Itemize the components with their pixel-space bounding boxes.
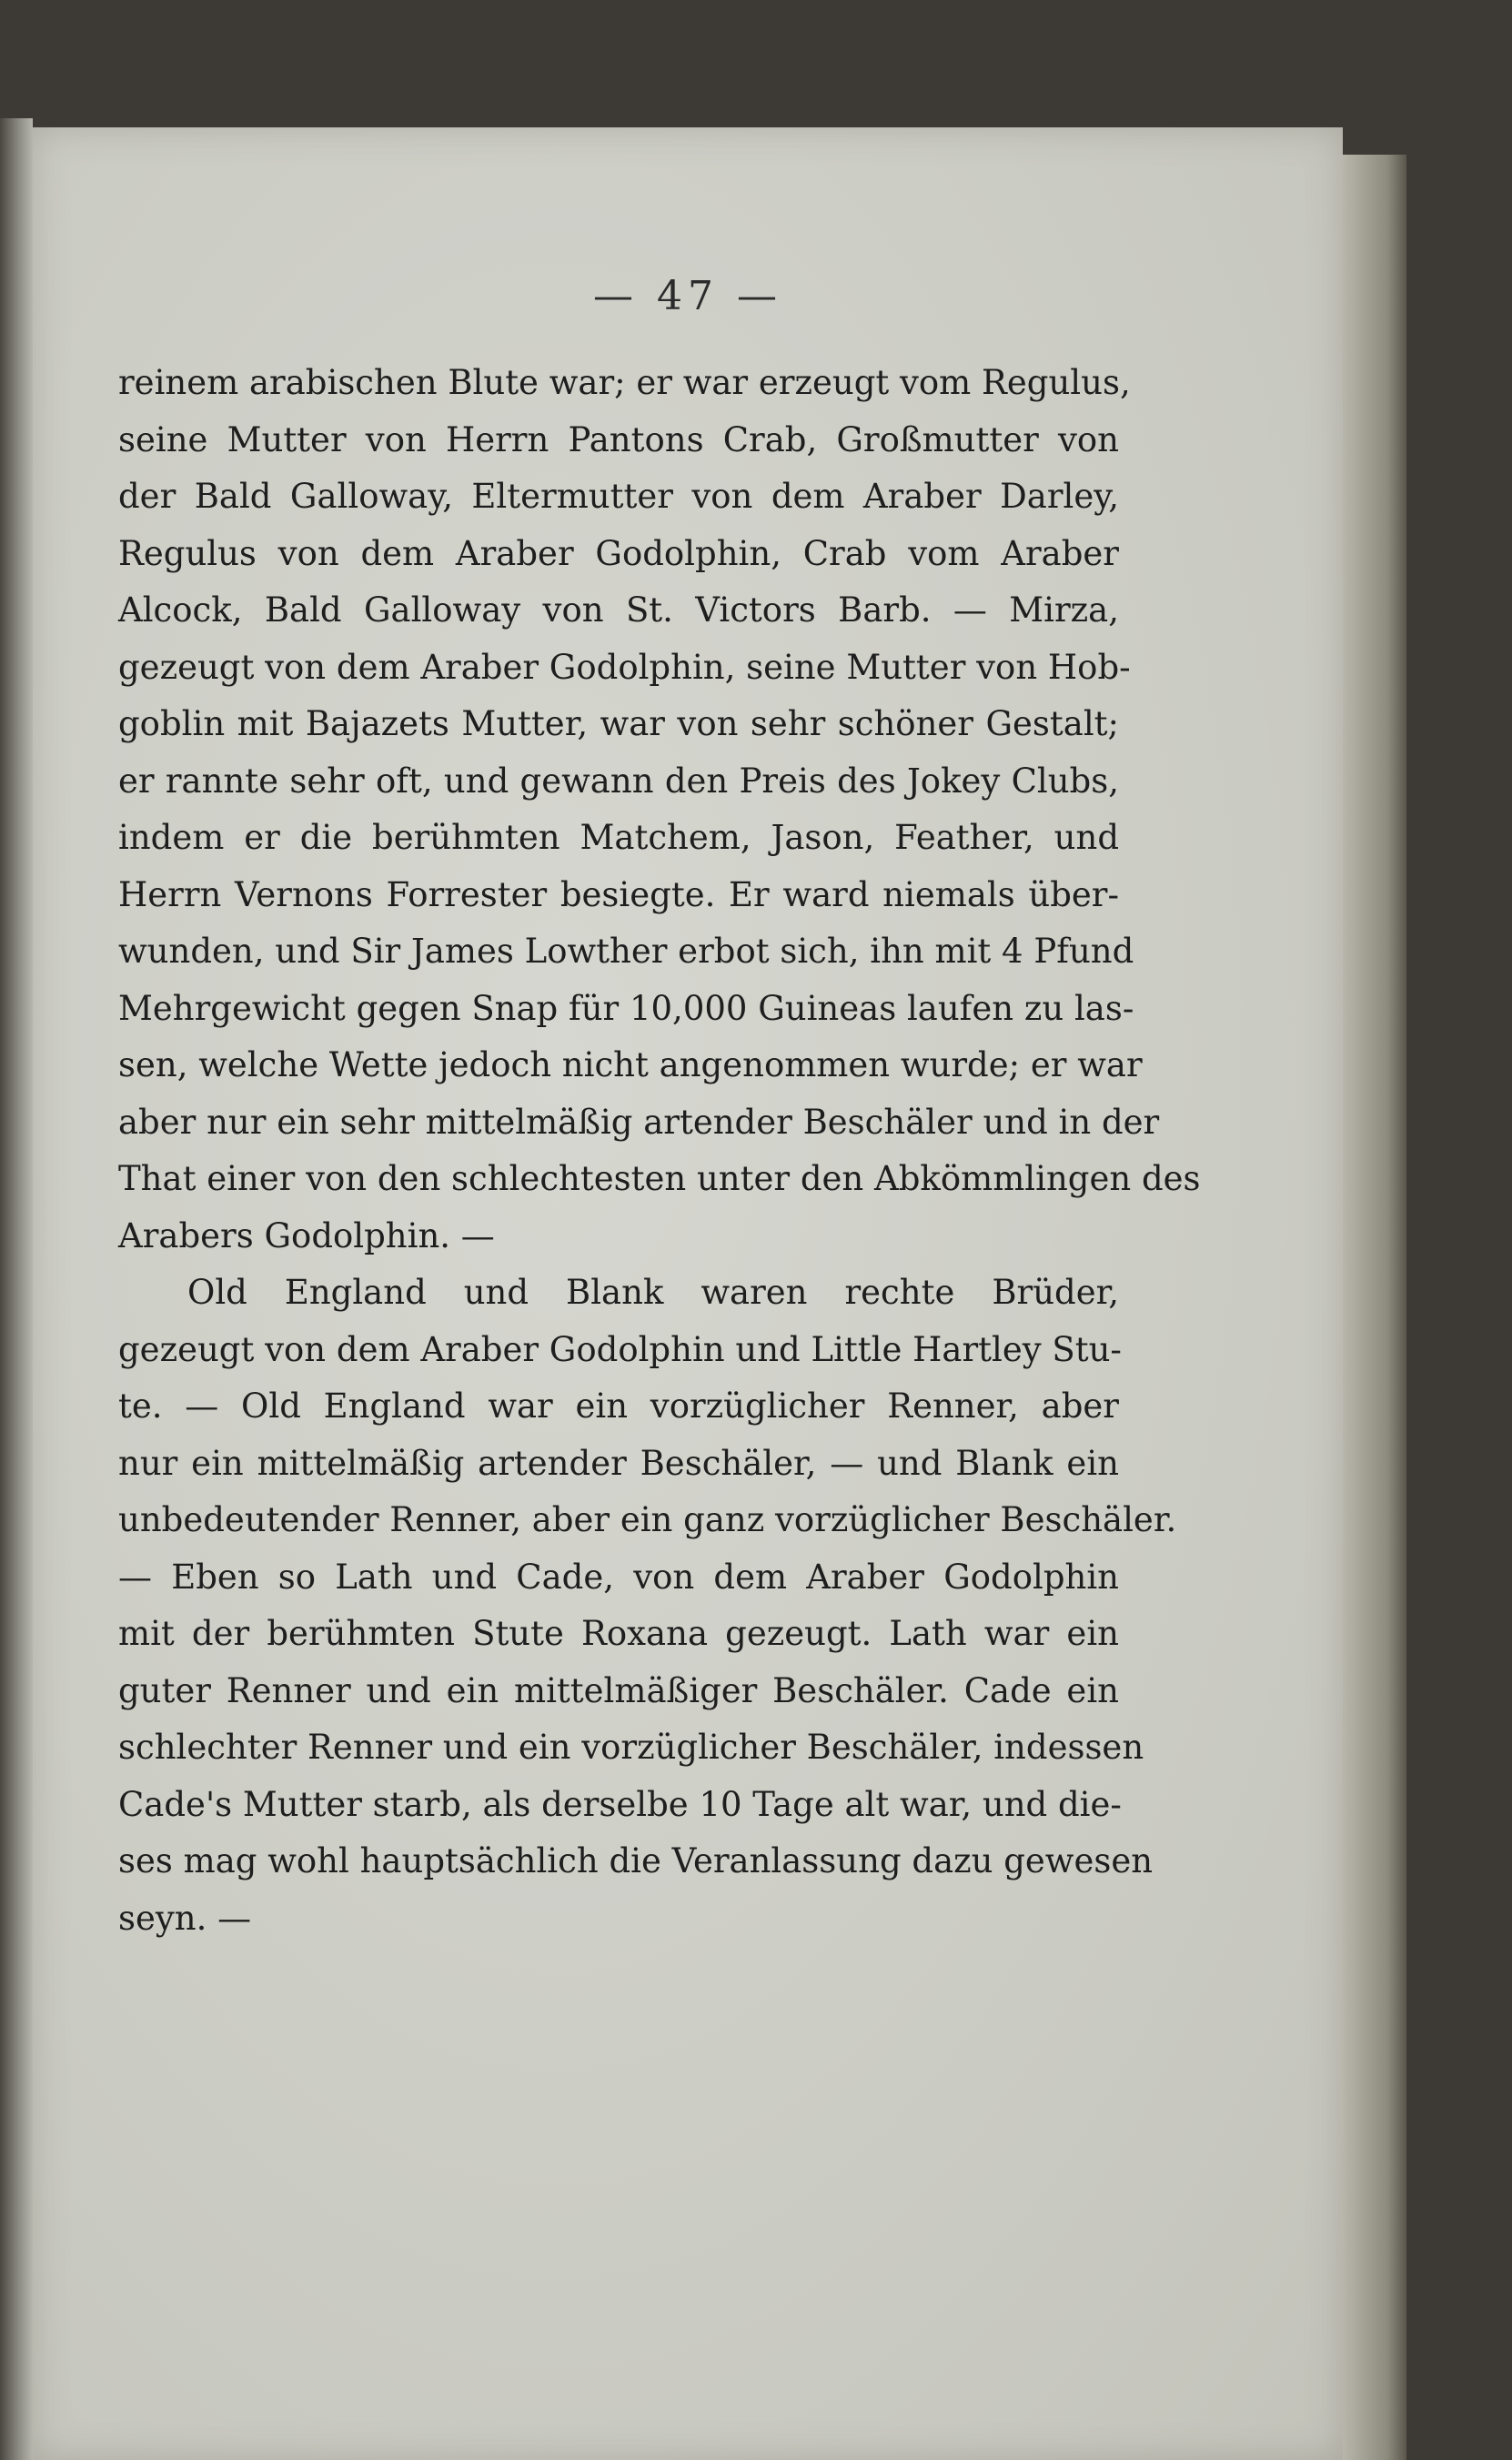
text-line: seyn. —	[118, 1898, 252, 1938]
text-line: Old England und Blank waren rechte Brüder,	[187, 1273, 1119, 1312]
text-line: sen, welche Wette jedoch nicht angenommen wurde; er war	[118, 1045, 1143, 1084]
text-line: mit der berühmten Stute Roxana gezeugt. Lath war ein	[118, 1614, 1119, 1653]
left-page-edge	[0, 118, 33, 2460]
text-line: Mehrgewicht gegen Snap für 10,000 Guineas laufen zu las-	[118, 988, 1134, 1028]
text-line: nur ein mittelmäßig artender Beschäler, — und Blank ein	[118, 1443, 1119, 1483]
text-line: Regulus von dem Araber Godolphin, Crab vom Araber	[118, 533, 1119, 573]
text-line: gezeugt von dem Araber Godolphin, seine Mutter von Hob-	[118, 647, 1131, 687]
text-line: ses mag wohl hauptsächlich die Veranlassung dazu gewesen	[118, 1841, 1154, 1880]
text-line: schlechter Renner und ein vorzüglicher Beschäler, indessen	[118, 1728, 1144, 1767]
text-line: Herrn Vernons Forrester besiegte. Er ward niemals über-	[118, 874, 1119, 914]
text-line: — Eben so Lath und Cade, von dem Araber Godolphin	[118, 1557, 1119, 1597]
body-text	[118, 355, 1201, 1947]
text-line: te. — Old England war ein vorzüglicher Renner, aber	[118, 1386, 1119, 1426]
text-line: That einer von den schlechtesten unter den Abkömmlingen des	[118, 1159, 1201, 1198]
text-line: guter Renner und ein mittelmäßiger Beschäler. Cade ein	[118, 1670, 1119, 1710]
page-number-header: — 47 —	[593, 273, 782, 319]
text-line: seine Mutter von Herrn Pantons Crab, Großmutter von	[118, 419, 1119, 459]
text-line: Cade's Mutter starb, als derselbe 10 Tage alt war, und die-	[118, 1784, 1122, 1824]
text-line: gezeugt von dem Araber Godolphin und Little Hartley Stu-	[118, 1329, 1122, 1369]
text-line: der Bald Galloway, Eltermutter von dem Araber Darley,	[118, 477, 1119, 516]
text-line: Alcock, Bald Galloway von St. Victors Barb. — Mirza,	[118, 590, 1119, 630]
text-line: indem er die berühmten Matchem, Jason, Feather, und	[118, 818, 1119, 857]
text-line: unbedeutender Renner, aber ein ganz vorzüglicher Beschäler.	[118, 1500, 1177, 1539]
text-line: er rannte sehr oft, und gewann den Preis des Jokey Clubs,	[118, 761, 1119, 801]
book-page	[33, 127, 1343, 2460]
text-line: reinem arabischen Blute war; er war erzeugt vom Regulus,	[118, 363, 1131, 402]
text-line: aber nur ein sehr mittelmäßig artender Beschäler und in der	[118, 1102, 1160, 1142]
text-line: Arabers Godolphin. —	[118, 1215, 495, 1255]
text-line: wunden, und Sir James Lowther erbot sich, ihn mit 4 Pfund	[118, 932, 1134, 971]
text-line: goblin mit Bajazets Mutter, war von sehr schöner Gestalt;	[118, 704, 1119, 743]
